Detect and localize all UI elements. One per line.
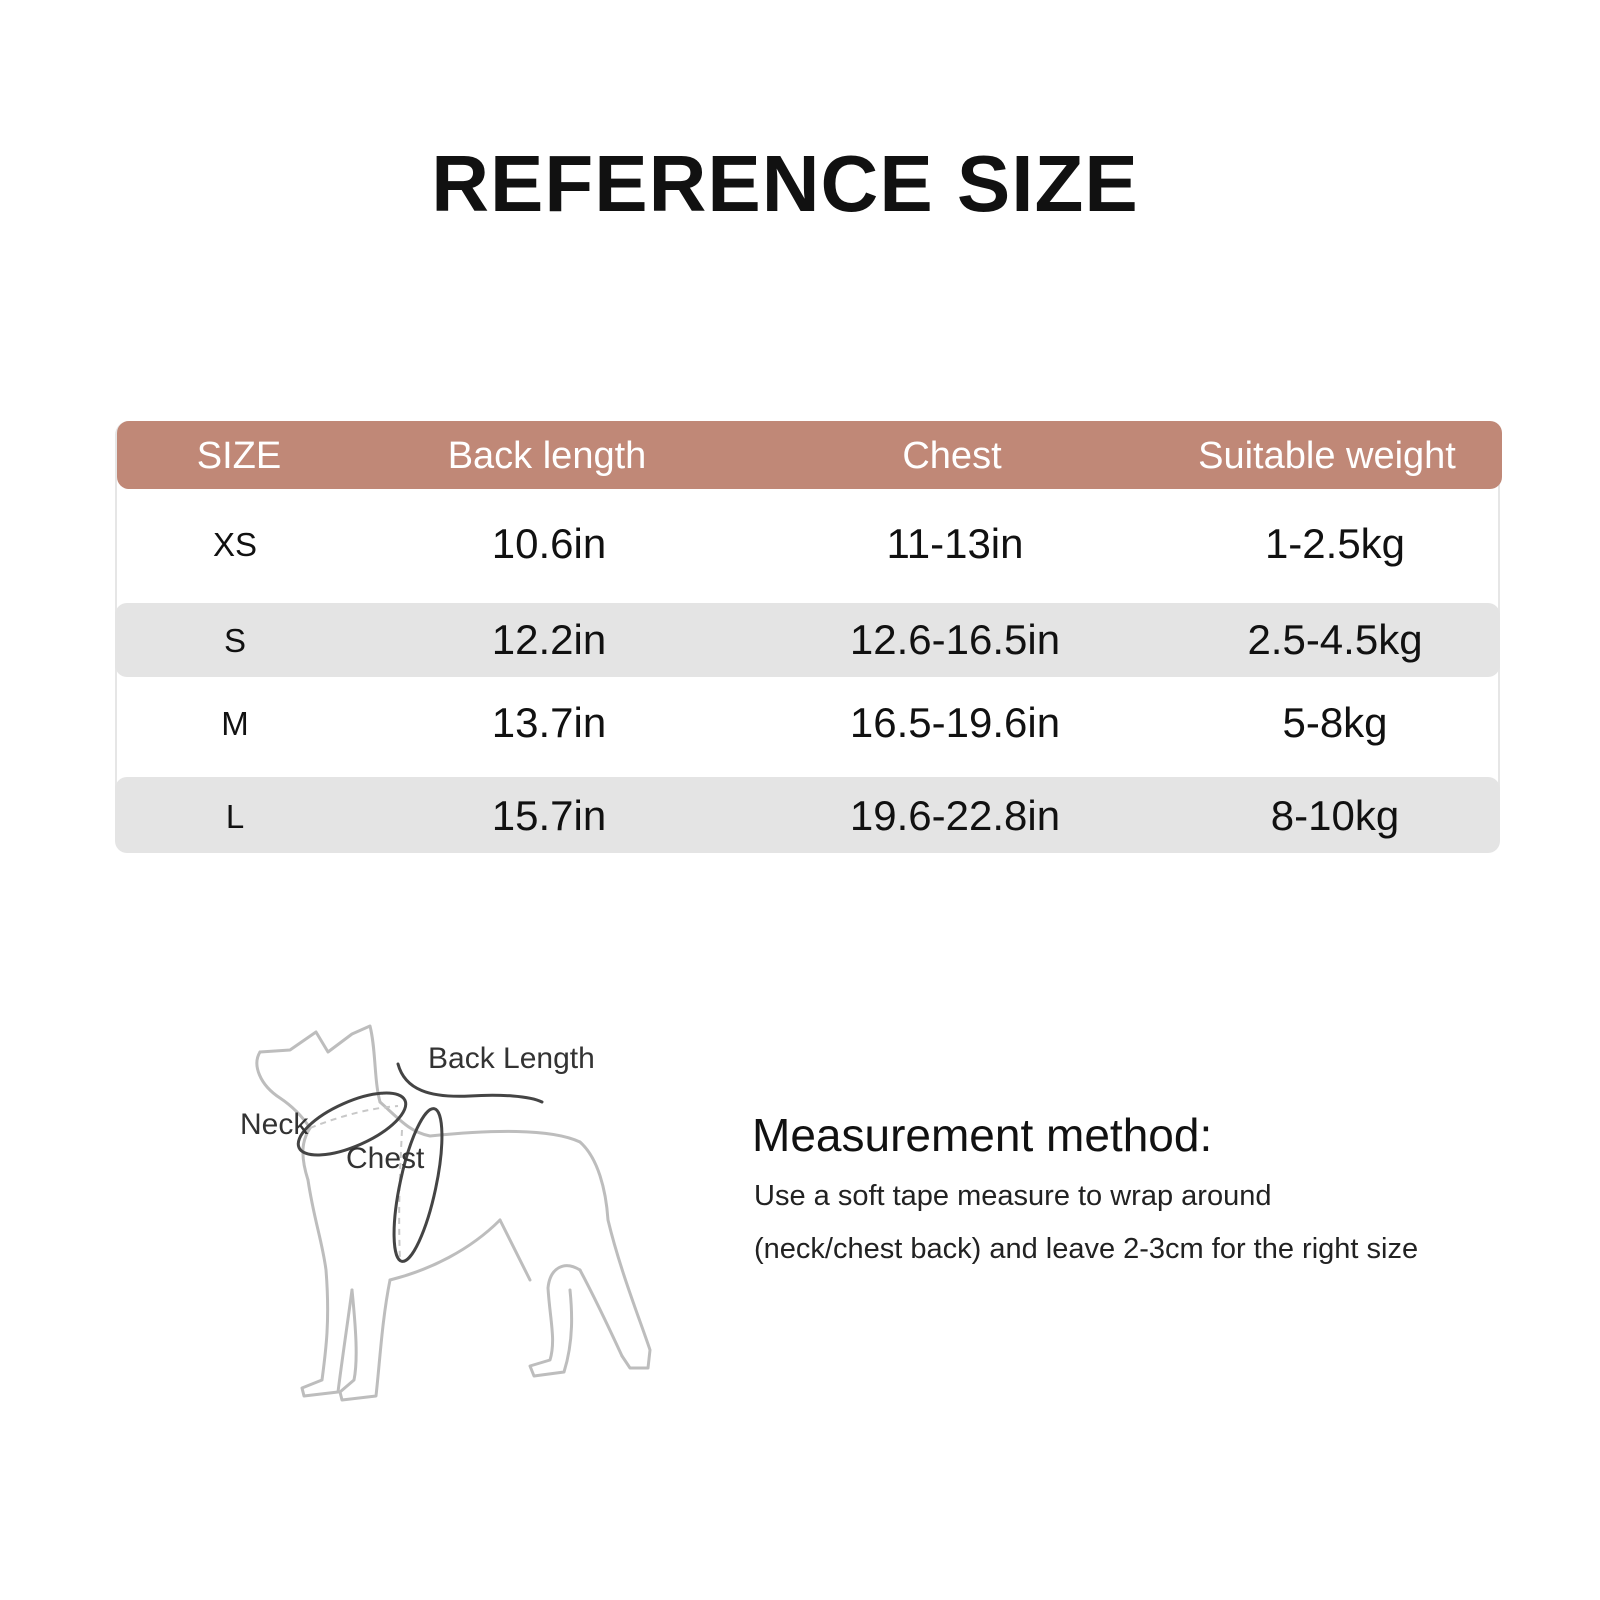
dog-measurement-diagram bbox=[230, 1020, 690, 1430]
back-length-label: Back Length bbox=[428, 1042, 595, 1075]
method-line-2: (neck/chest back) and leave 2-3cm for the right size bbox=[754, 1233, 1419, 1265]
cell-back-length: 15.7in bbox=[491, 792, 607, 839]
table-header bbox=[117, 421, 1502, 489]
method-line-1: Use a soft tape measure to wrap around bbox=[754, 1180, 1272, 1212]
cell-back-length: 13.7in bbox=[491, 699, 607, 746]
table-row bbox=[115, 603, 1500, 677]
cell-size: L bbox=[225, 798, 245, 835]
neck-label: Neck bbox=[240, 1108, 309, 1141]
cell-back-length: 10.6in bbox=[491, 520, 607, 567]
cell-weight: 1-2.5kg bbox=[1264, 520, 1406, 567]
cell-weight: 8-10kg bbox=[1270, 792, 1400, 839]
cell-chest: 11-13in bbox=[886, 520, 1024, 567]
header-size: SIZE bbox=[196, 435, 282, 477]
dog-outline-icon bbox=[230, 1020, 690, 1430]
header-back-length: Back length bbox=[447, 435, 647, 477]
table-row bbox=[115, 777, 1500, 853]
size-table bbox=[115, 421, 1500, 853]
cell-chest: 19.6-22.8in bbox=[849, 792, 1061, 839]
cell-size: S bbox=[223, 622, 246, 659]
header-suitable-weight: Suitable weight bbox=[1198, 435, 1456, 477]
cell-size: XS bbox=[212, 526, 258, 563]
cell-chest: 16.5-19.6in bbox=[849, 699, 1061, 746]
header-chest: Chest bbox=[902, 435, 1002, 477]
cell-weight: 5-8kg bbox=[1282, 699, 1388, 746]
cell-size: M bbox=[221, 705, 249, 742]
method-title: Measurement method: bbox=[752, 1109, 1213, 1161]
page-title: REFERENCE SIZE bbox=[431, 139, 1139, 228]
chest-label: Chest bbox=[346, 1142, 425, 1175]
cell-chest: 12.6-16.5in bbox=[849, 616, 1061, 663]
cell-back-length: 12.2in bbox=[491, 616, 607, 663]
table-row bbox=[115, 679, 1500, 775]
cell-weight: 2.5-4.5kg bbox=[1247, 616, 1423, 663]
table-row bbox=[115, 493, 1500, 591]
